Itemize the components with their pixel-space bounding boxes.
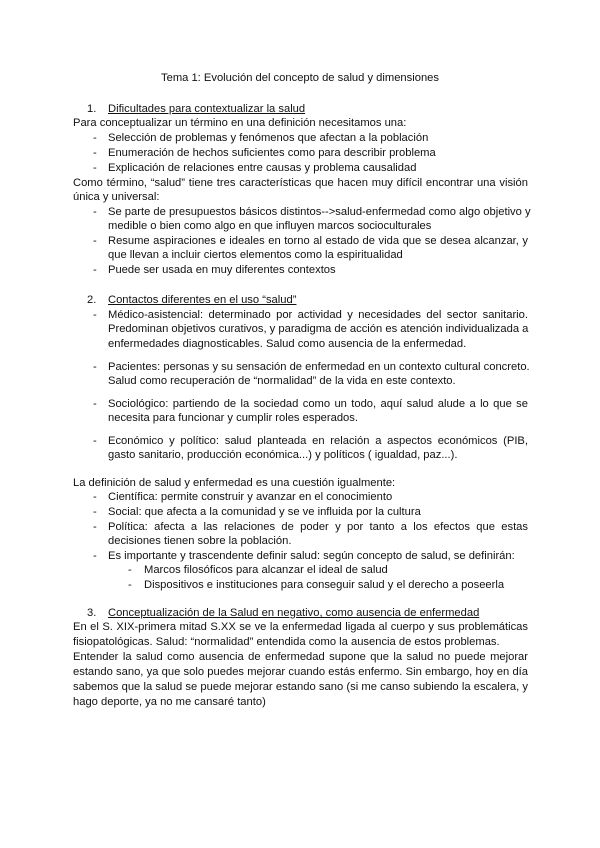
list-bullet: - <box>93 435 97 447</box>
sublist-bullet: - <box>128 564 132 576</box>
section-3-number: 3. <box>87 607 97 619</box>
list-item-line: Se parte de presupuestos básicos distintos-->salud-enfermedad como algo objetivo y <box>108 206 531 218</box>
list-item-line: decisiones tienen sobre la población. <box>108 535 292 547</box>
section-3-heading: Conceptualización de la Salud en negativo, como ausencia de enfermedad <box>108 607 480 619</box>
list-bullet: - <box>93 491 97 503</box>
list-item-line: Salud como recuperación de “normalidad” de la vida en este contexto. <box>108 375 456 387</box>
list-item: Explicación de relaciones entre causas y problema causalidad <box>108 162 417 174</box>
paragraph-line: Como término, “salud” tiene tres características que hacen muy difícil encontrar una visión <box>73 177 528 189</box>
paragraph-line: sabemos que la salud se puede mejorar estando sano (si me canso subiendo la escalera, y <box>73 681 528 693</box>
list-bullet: - <box>93 264 97 276</box>
list-item-line: Predominan objetivos curativos, y paradigma de acción es atención individualizada a <box>108 323 529 335</box>
paragraph-line: La definición de salud y enfermedad es una cuestión igualmente: <box>73 477 396 489</box>
paragraph-line: estando sano, ya que solo puedes mejorar cuando estás enfermo. Sin embargo, hoy en día <box>73 666 528 678</box>
paragraph-line: hago deporte, ya no me cansaré tanto) <box>73 696 266 708</box>
list-item: Selección de problemas y fenómenos que afectan a la población <box>108 132 429 144</box>
section-2-number: 2. <box>87 294 97 306</box>
list-bullet: - <box>93 206 97 218</box>
list-item: Enumeración de hechos suficientes como para describir problema <box>108 147 436 159</box>
list-item-line: Sociológico: partiendo de la sociedad como un todo, aquí salud alude a lo que se <box>108 398 528 410</box>
paragraph-line: única y universal: <box>73 191 160 203</box>
paragraph-line: fisiopatológicas. Salud: “normalidad” entendida como la ausencia de estos problemas. <box>73 636 500 648</box>
section-1-intro: Para conceptualizar un término en una definición necesitamos una: <box>73 117 407 129</box>
list-bullet: - <box>93 235 97 247</box>
list-item-line: Política: afecta a las relaciones de poder y por tanto a los efectos que estas <box>108 521 528 533</box>
list-item-line: Resume aspiraciones e ideales en torno al estado de vida que se desea alcanzar, y <box>108 235 528 247</box>
list-bullet: - <box>93 361 97 373</box>
list-bullet: - <box>93 147 97 159</box>
list-bullet: - <box>93 162 97 174</box>
list-bullet: - <box>93 309 97 321</box>
paragraph-line: En el S. XIX-primera mitad S.XX se ve la enfermedad ligada al cuerpo y sus problemáticas <box>73 621 528 633</box>
paragraph-line: Entender la salud como ausencia de enfermedad supone que la salud no puede mejorar <box>73 651 528 663</box>
section-2-heading: Contactos diferentes en el uso “salud” <box>108 294 297 306</box>
list-bullet: - <box>93 398 97 410</box>
list-item-line: Pacientes: personas y su sensación de enfermedad en un contexto cultural concreto. <box>108 361 530 373</box>
sublist-bullet: - <box>128 579 132 591</box>
list-bullet: - <box>93 132 97 144</box>
section-1-number: 1. <box>87 103 97 115</box>
list-item-line: gasto sanitario, producción económica...) y políticos ( igualdad, paz...). <box>108 449 458 461</box>
list-item-line: necesita para funcionar y cumplir roles esperados. <box>108 412 358 424</box>
list-item-line: enfermedades diagnosticables. Salud como ausencia de la enfermedad. <box>108 338 467 350</box>
list-item-line: Puede ser usada en muy diferentes contextos <box>108 264 336 276</box>
list-bullet: - <box>93 506 97 518</box>
list-bullet: - <box>93 550 97 562</box>
list-item-line: Médico-asistencial: determinado por actividad y necesidades del sector sanitario. <box>108 309 528 321</box>
list-item-line: Económico y político: salud planteada en relación a aspectos económicos (PIB, <box>108 435 528 447</box>
page-title: Tema 1: Evolución del concepto de salud y dimensiones <box>161 72 439 84</box>
sublist-item: Marcos filosóficos para alcanzar el ideal de salud <box>144 564 388 576</box>
list-bullet: - <box>93 521 97 533</box>
sublist-item: Dispositivos e instituciones para conseguir salud y el derecho a poseerla <box>144 579 505 591</box>
list-item-line: Científica: permite construir y avanzar en el conocimiento <box>108 491 393 503</box>
list-item-line: Social: que afecta a la comunidad y se ve influida por la cultura <box>108 506 421 518</box>
list-item-line: Es importante y trascendente definir salud: según concepto de salud, se definirán: <box>108 550 515 562</box>
section-1-heading: Dificultades para contextualizar la salud <box>108 103 306 115</box>
list-item-line: medible o bien como algo en que influyen marcos socioculturales <box>108 220 432 232</box>
list-item-line: que llevan a incluir ciertos elementos como la espiritualidad <box>108 249 403 261</box>
